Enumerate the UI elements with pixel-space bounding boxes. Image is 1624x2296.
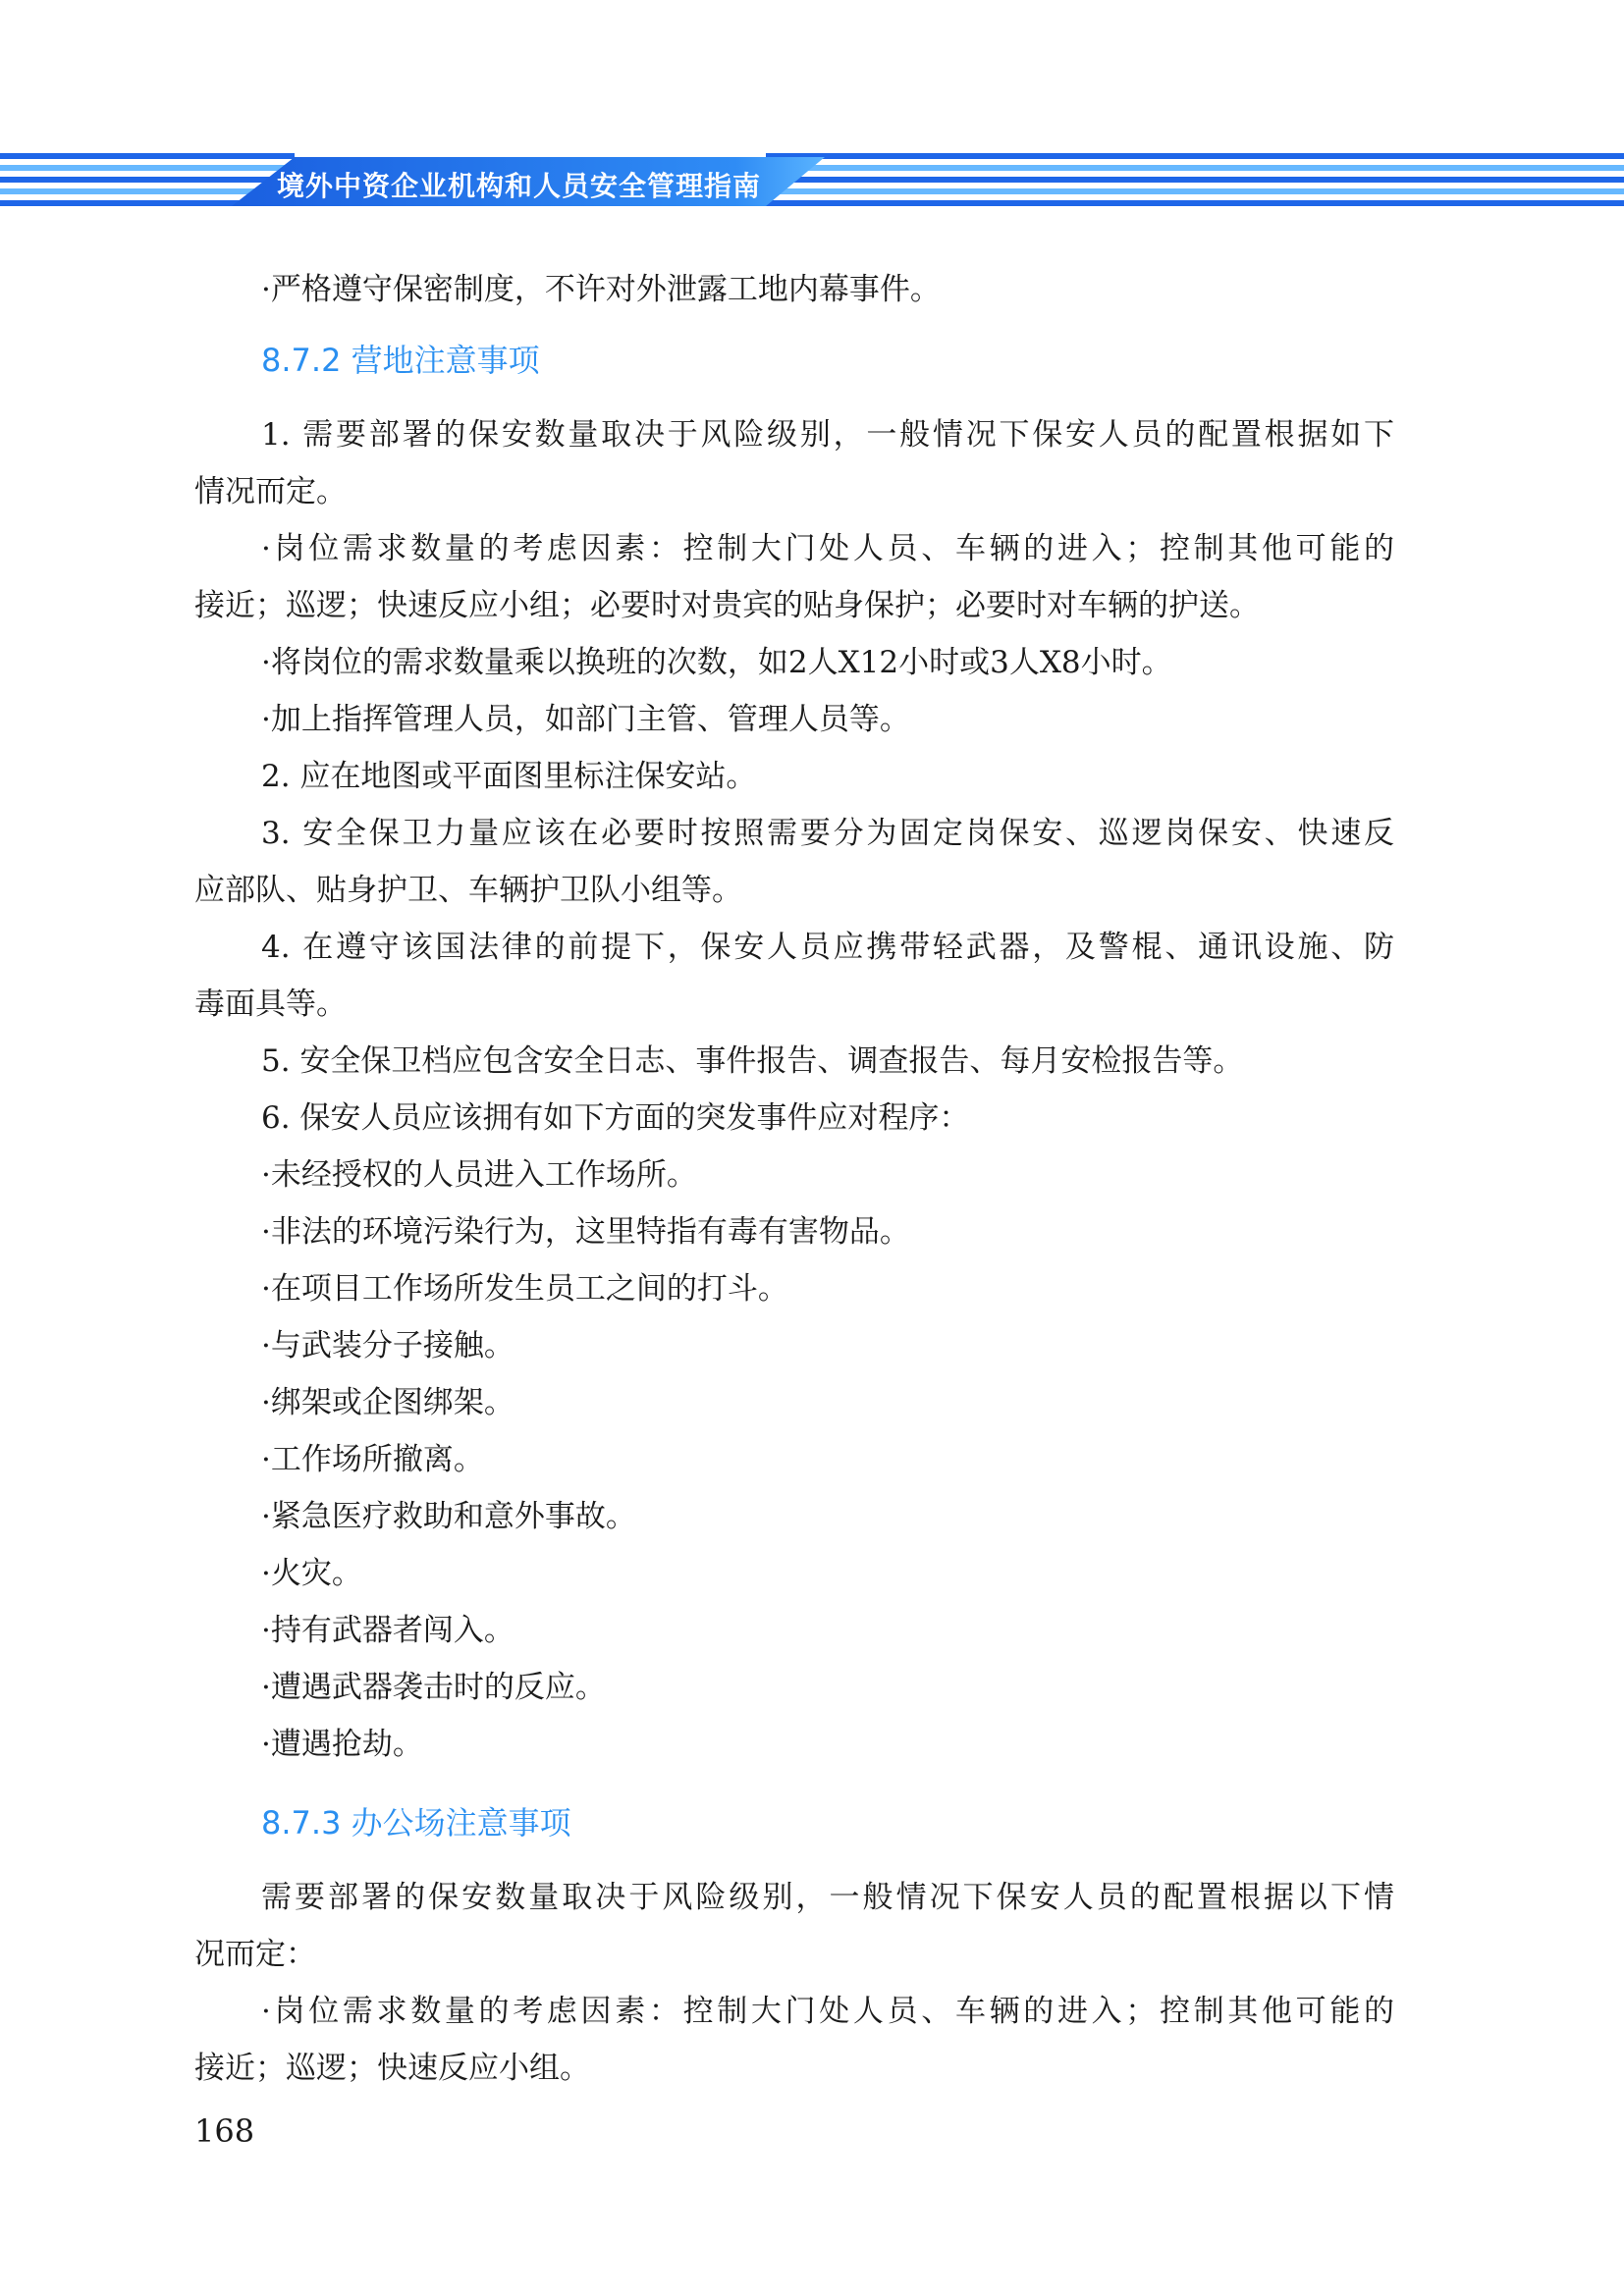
section-heading-8-7-2: 8.7.2 营地注意事项 <box>261 342 540 379</box>
bullet-confidentiality: ·严格遵守保密制度，不许对外泄露工地内幕事件。 <box>261 272 941 307</box>
list-item: ·工作场所撤离。 <box>261 1442 484 1477</box>
list-item: ·遭遇武器袭击时的反应。 <box>261 1670 606 1705</box>
paragraph-3-line-1: 3. 安全保卫力量应该在必要时按照需要分为固定岗保安、巡逻岗保安、快速反 <box>261 816 1394 851</box>
list-item: ·非法的环境污染行为，这里特指有毒有害物品。 <box>261 1214 910 1250</box>
list-item: ·在项目工作场所发生员工之间的打斗。 <box>261 1271 788 1307</box>
list-item: ·火灾。 <box>261 1556 362 1591</box>
office-bullet-line-2: 接近；巡逻；快速反应小组。 <box>194 2051 590 2086</box>
bullet-command-staff: ·加上指挥管理人员，如部门主管、管理人员等。 <box>261 702 910 737</box>
paragraph-4-line-2: 毒面具等。 <box>194 987 347 1022</box>
list-item: ·紧急医疗救助和意外事故。 <box>261 1499 636 1534</box>
section-heading-8-7-3: 8.7.3 办公场注意事项 <box>261 1804 571 1842</box>
list-item: ·与武装分子接触。 <box>261 1328 514 1363</box>
bullet-post-factors-line-2: 接近；巡逻；快速反应小组；必要时对贵宾的贴身保护；必要时对车辆的护送。 <box>194 588 1260 623</box>
paragraph-2: 2. 应在地图或平面图里标注保安站。 <box>261 759 757 794</box>
office-bullet-line-1: ·岗位需求数量的考虑因素：控制大门处人员、车辆的进入；控制其他可能的 <box>261 1994 1394 2029</box>
paragraph-4-line-1: 4. 在遵守该国法律的前提下，保安人员应携带轻武器，及警棍、通讯设施、防 <box>261 930 1394 965</box>
paragraph-5: 5. 安全保卫档应包含安全日志、事件报告、调查报告、每月安检报告等。 <box>261 1043 1244 1079</box>
office-paragraph-line-2: 况而定： <box>194 1937 316 1972</box>
running-header-title: 境外中资企业机构和人员安全管理指南 <box>277 170 762 202</box>
page-number: 168 <box>194 2112 255 2150</box>
paragraph-3-line-2: 应部队、贴身护卫、车辆护卫队小组等。 <box>194 873 742 908</box>
list-item: ·绑架或企图绑架。 <box>261 1385 514 1420</box>
office-paragraph-line-1: 需要部署的保安数量取决于风险级别，一般情况下保安人员的配置根据以下情 <box>261 1880 1394 1915</box>
paragraph-1-line-2: 情况而定。 <box>194 474 347 509</box>
list-item: ·未经授权的人员进入工作场所。 <box>261 1157 697 1193</box>
paragraph-6: 6. 保安人员应该拥有如下方面的突发事件应对程序： <box>261 1100 970 1136</box>
bullet-shift-multiply: ·将岗位的需求数量乘以换班的次数，如2人X12小时或3人X8小时。 <box>261 645 1172 680</box>
paragraph-1-line-1: 1. 需要部署的保安数量取决于风险级别，一般情况下保安人员的配置根据如下 <box>261 417 1394 453</box>
header-banner <box>0 0 1624 255</box>
list-item: ·持有武器者闯入。 <box>261 1613 514 1648</box>
bullet-post-factors-line-1: ·岗位需求数量的考虑因素：控制大门处人员、车辆的进入；控制其他可能的 <box>261 531 1394 566</box>
list-item: ·遭遇抢劫。 <box>261 1727 423 1762</box>
